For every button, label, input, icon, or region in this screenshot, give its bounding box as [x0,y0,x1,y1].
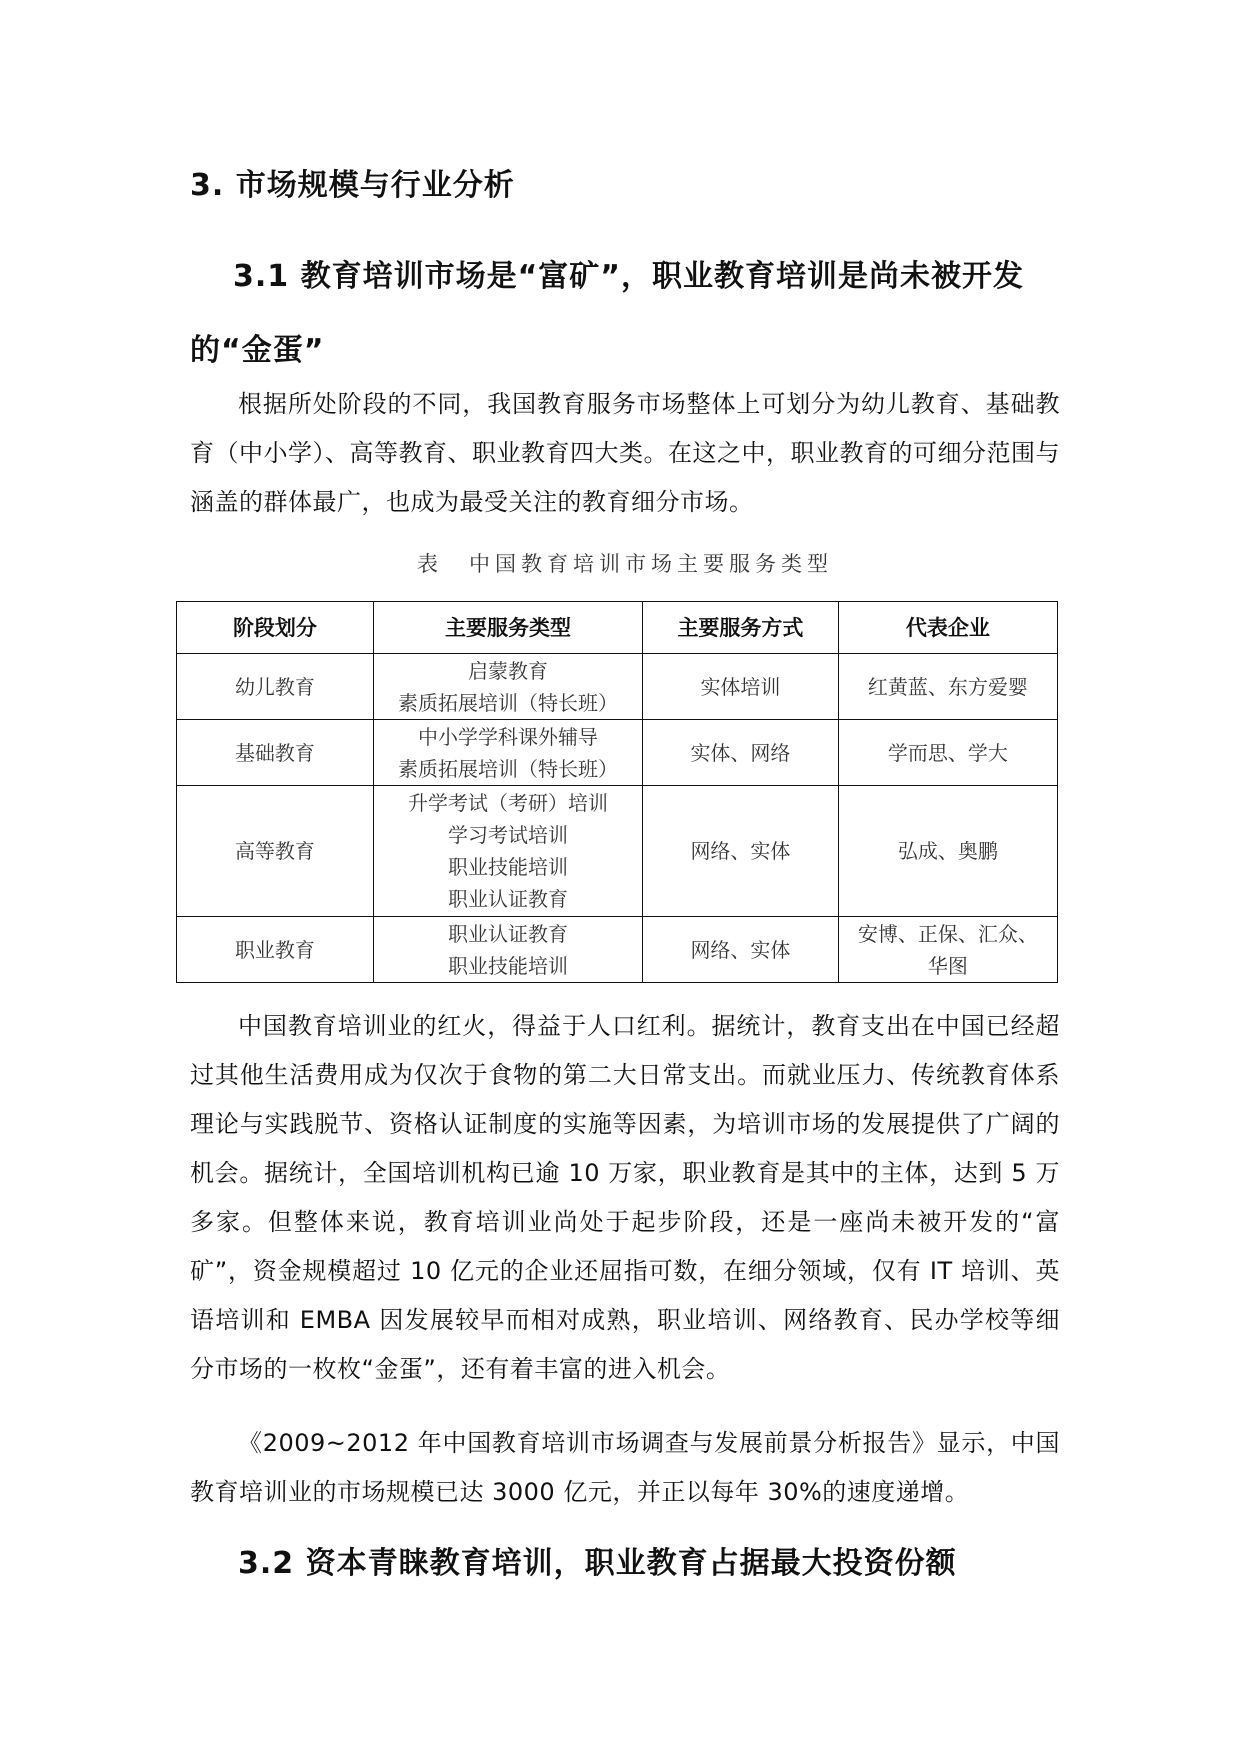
service-line: 职业认证教育 [447,921,568,946]
header-companies: 代表企业 [838,602,1057,654]
company-line: 弘成、奥鹏 [897,839,998,863]
cell-stage: 职业教育 [177,917,374,983]
table-row [177,786,1058,917]
cell-companies [838,720,1057,786]
cell-method: 网络、实体 [643,786,839,917]
paragraph-market-size: 《2009~2012 年中国教育培训市场调查与发展前景分析报告》显示，中国教育培训业的市场规模已达 3000 亿元，并正以每年 30%的速度递增。 [190,1429,1060,1506]
service-line: 素质拓展培训（特长班） [397,690,618,715]
cell-method: 网络、实体 [643,917,839,983]
paragraph-industry-growth: 中国教育培训业的红火，得益于人口红利。据统计，教育支出在中国已经超过其他生活费用成为仅次于食物的第二大日常支出。而就业压力、传统教育体系理论与实践脱节、资格认证制度的实施等因素，为培训市场的发展提供了广阔的机会。据统计，全国培训机构已逾 10 万家，职业教育是其中的主体，达到 5 万多家。但整体来说，教育培训业尚处于起步阶段，还是一座尚未被开发的“富矿”，资金规模超过 10 亿元的企业还屈指可数，在细分领域，仅有 IT 培训、英语培训和 EMBA 因发展较早而相对成熟，职业培训、网络教育、民办学校等细分市场的一枚枚“金蛋”，还有着丰富的进入机会。 [190,1012,1060,1383]
cell-services [373,654,642,720]
section-title: 3. 市场规模与行业分析 [190,168,515,203]
cell-companies [838,917,1057,983]
cell-stage: 幼儿教育 [177,654,374,720]
subsection-title-3-2: 3.2 资本青睐教育培训，职业教育占据最大投资份额 [238,1546,957,1581]
company-line: 安博、正保、汇众、 [857,921,1038,946]
cell-method: 实体培训 [643,654,839,720]
service-line: 素质拓展培训（特长班） [397,756,618,781]
header-services: 主要服务类型 [373,602,642,654]
service-types-table [176,601,1058,983]
service-line: 职业技能培训 [447,855,568,879]
paragraph-market-categories: 根据所处阶段的不同，我国教育服务市场整体上可划分为幼儿教育、基础教育（中小学）、高等教育、职业教育四大类。在这之中，职业教育的可细分范围与涵盖的群体最广，也成为最受关注的教育细分市场。 [190,390,1060,516]
cell-companies [838,786,1057,917]
service-line: 升学考试（考研）培训 [407,791,608,815]
company-line: 红黄蓝、东方爱婴 [867,674,1028,699]
cell-services [373,720,642,786]
table-caption: 表 中国教育培训市场主要服务类型 [417,552,833,576]
header-stage: 阶段划分 [177,602,374,654]
company-line: 学而思、学大 [887,740,1008,765]
header-method: 主要服务方式 [643,602,839,654]
service-line: 职业认证教育 [447,887,568,911]
cell-stage: 基础教育 [177,720,374,786]
service-line: 学习考试培训 [447,823,568,847]
cell-companies [838,654,1057,720]
service-line: 职业技能培训 [447,953,568,978]
table-row [177,720,1058,786]
service-line: 中小学学科课外辅导 [417,724,598,749]
cell-services [373,786,642,917]
table-row [177,654,1058,720]
cell-stage: 高等教育 [177,786,374,917]
subsection-title-3-1: 3.1 教育培训市场是“富矿”，职业教育培训是尚未被开发的“金蛋” [190,259,1025,368]
service-line: 启蒙教育 [467,658,548,683]
company-line: 华图 [927,953,968,978]
table-row [177,917,1058,983]
cell-services [373,917,642,983]
cell-method: 实体、网络 [643,720,839,786]
table-header-row [177,602,1058,654]
